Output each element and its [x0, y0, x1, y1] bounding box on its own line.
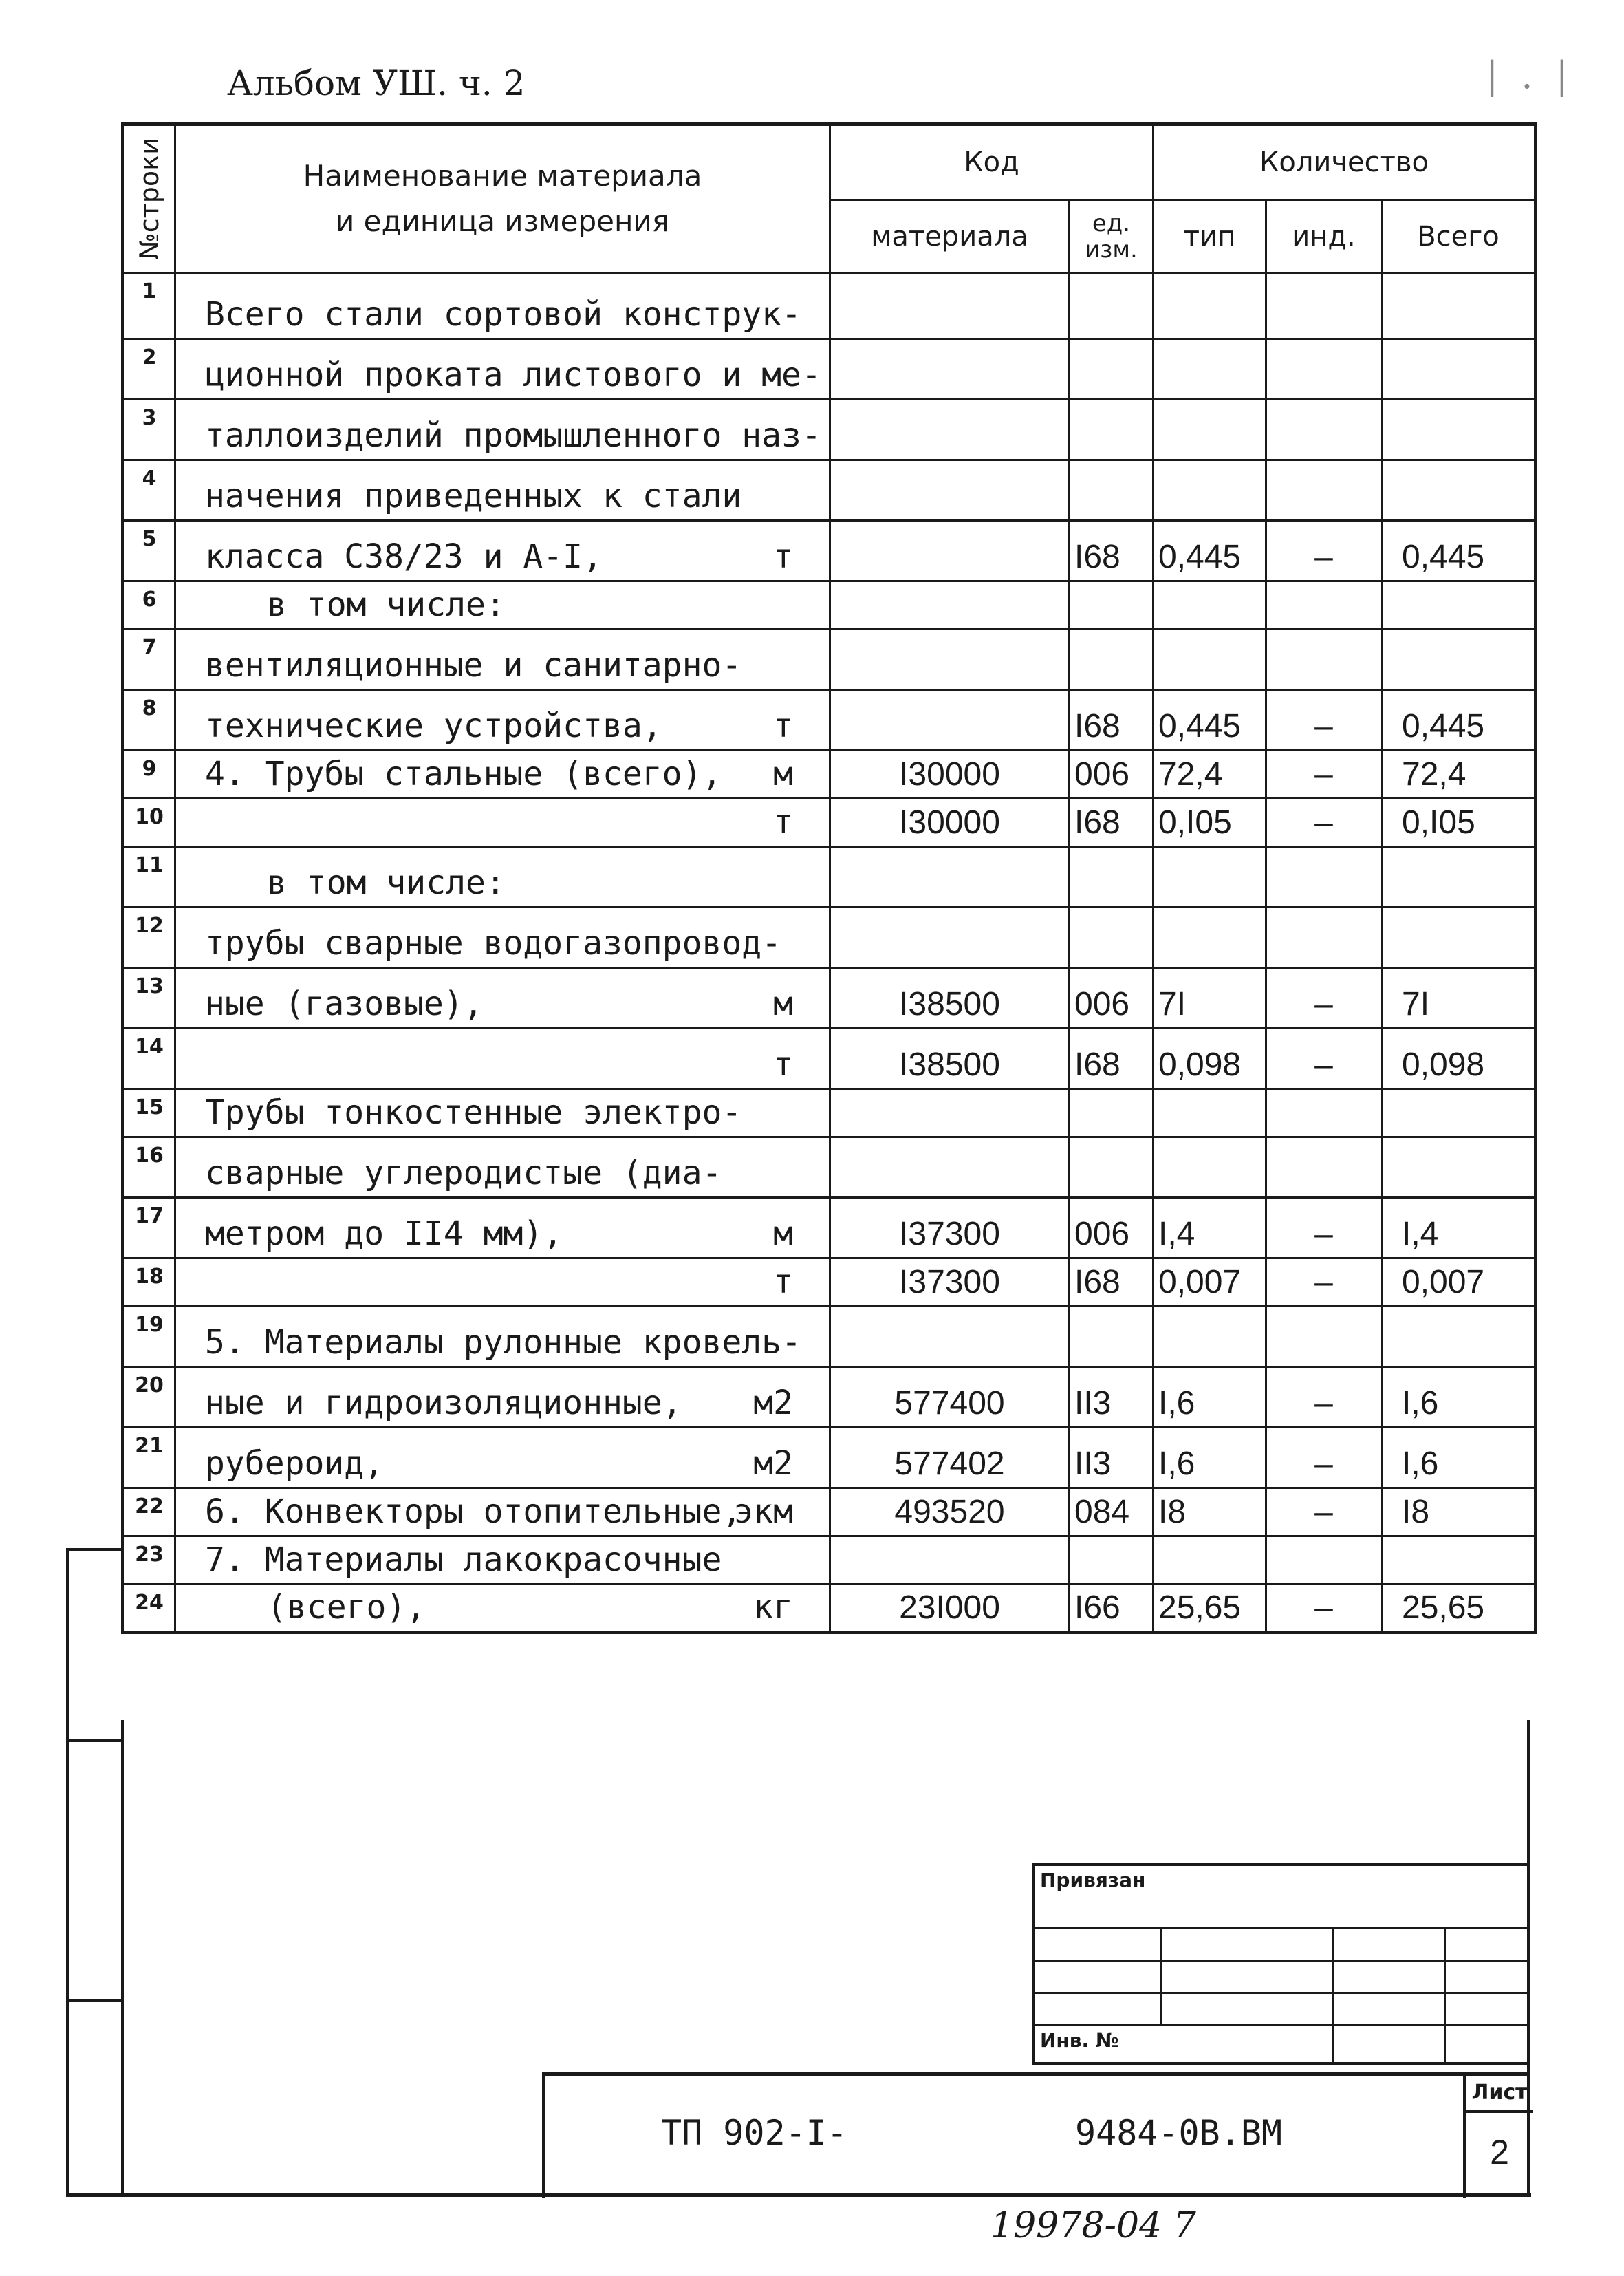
material-name	[175, 1536, 830, 1585]
stamp-cell	[1161, 1960, 1333, 1993]
quantity-type: 0,098	[1154, 1029, 1266, 1089]
table-row	[123, 1428, 1536, 1488]
unit-code: 006	[1070, 968, 1154, 1029]
stamp-cell	[1444, 1993, 1528, 2025]
material-name-text: ные (газовые),	[205, 985, 484, 1023]
side-strip-top	[66, 1548, 122, 1551]
table-row	[123, 1585, 1536, 1633]
row-number: 15	[123, 1089, 175, 1137]
table-row	[123, 847, 1536, 908]
material-name	[175, 799, 830, 847]
unit-code	[1070, 400, 1154, 460]
quantity-ind	[1266, 581, 1382, 630]
quantity-ind: –	[1266, 1585, 1382, 1633]
stamp-cell	[1161, 1928, 1333, 1960]
material-name	[175, 751, 830, 799]
unit-code	[1070, 630, 1154, 690]
material-unit: кг	[753, 1588, 793, 1627]
table-row	[123, 581, 1536, 630]
material-name	[175, 460, 830, 521]
table-row	[123, 1367, 1536, 1428]
table-row	[123, 630, 1536, 690]
stamp-cell	[1333, 1993, 1444, 2025]
title-block	[542, 2072, 1530, 2198]
material-code: 577400	[830, 1367, 1070, 1428]
header-code: Код	[830, 125, 1154, 200]
unit-code	[1070, 908, 1154, 968]
quantity-type: 0,445	[1154, 690, 1266, 751]
material-code	[830, 1137, 1070, 1198]
quantity-type: I,6	[1154, 1367, 1266, 1428]
header-qty-type: тип	[1154, 200, 1266, 273]
sheet-number: 2	[1490, 2133, 1509, 2171]
quantity-type	[1154, 1536, 1266, 1585]
quantity-total: 0,445	[1382, 690, 1536, 751]
sheet-label: Лист	[1466, 2076, 1533, 2113]
material-name	[175, 273, 830, 339]
row-number: 21	[123, 1428, 175, 1488]
material-code: I30000	[830, 799, 1070, 847]
quantity-ind	[1266, 847, 1382, 908]
quantity-total: I,4	[1382, 1198, 1536, 1258]
header-qty-total: Всего	[1382, 200, 1536, 273]
row-number: 11	[123, 847, 175, 908]
stamp-cell	[1033, 1993, 1161, 2025]
material-code: I37300	[830, 1258, 1070, 1307]
quantity-ind	[1266, 1307, 1382, 1367]
unit-code: 006	[1070, 751, 1154, 799]
unit-code	[1070, 1307, 1154, 1367]
header-quantity: Количество	[1154, 125, 1536, 200]
material-unit: экм	[733, 1492, 793, 1531]
stamp-cell	[1444, 1928, 1528, 1960]
row-number: 22	[123, 1488, 175, 1536]
row-number: 23	[123, 1536, 175, 1585]
row-number: 10	[123, 799, 175, 847]
quantity-ind	[1266, 339, 1382, 400]
material-name	[175, 1089, 830, 1137]
table-row	[123, 1536, 1536, 1585]
material-name-text: Трубы тонкостенные электро-	[205, 1093, 742, 1132]
quantity-ind	[1266, 1089, 1382, 1137]
material-code	[830, 690, 1070, 751]
quantity-type	[1154, 1137, 1266, 1198]
row-number: 5	[123, 521, 175, 581]
unit-code: I68	[1070, 521, 1154, 581]
material-code: I37300	[830, 1198, 1070, 1258]
material-code	[830, 581, 1070, 630]
unit-code: 084	[1070, 1488, 1154, 1536]
quantity-total	[1382, 847, 1536, 908]
quantity-total: 72,4	[1382, 751, 1536, 799]
unit-code	[1070, 581, 1154, 630]
inv-label: Инв. №	[1033, 2025, 1333, 2063]
material-code	[830, 400, 1070, 460]
table-row	[123, 1307, 1536, 1367]
unit-code: I66	[1070, 1585, 1154, 1633]
corner-mark: | . |	[1486, 54, 1574, 97]
quantity-type	[1154, 339, 1266, 400]
row-number: 7	[123, 630, 175, 690]
material-unit: м	[773, 1214, 793, 1253]
quantity-type: I8	[1154, 1488, 1266, 1536]
stamp-block	[1032, 1863, 1530, 2065]
table-row	[123, 1089, 1536, 1137]
material-name-text: начения приведенных к стали	[205, 477, 742, 515]
stamp-cell	[1444, 1960, 1528, 1993]
row-number: 14	[123, 1029, 175, 1089]
quantity-total	[1382, 581, 1536, 630]
material-name	[175, 1307, 830, 1367]
row-number: 19	[123, 1307, 175, 1367]
header-material-name: Наименование материала и единица измерения	[175, 125, 830, 273]
material-name	[175, 1137, 830, 1198]
table-row	[123, 1488, 1536, 1536]
quantity-total	[1382, 1307, 1536, 1367]
material-name-text: в том числе:	[267, 586, 506, 624]
table-row	[123, 339, 1536, 400]
quantity-total	[1382, 400, 1536, 460]
material-name	[175, 690, 830, 751]
material-code	[830, 1536, 1070, 1585]
material-name-text: сварные углеродистые (диа-	[205, 1154, 722, 1192]
quantity-ind: –	[1266, 1367, 1382, 1428]
material-code	[830, 847, 1070, 908]
quantity-type	[1154, 1307, 1266, 1367]
row-number: 2	[123, 339, 175, 400]
material-name-text: 5. Материалы рулонные кровель-	[205, 1323, 801, 1362]
row-number: 4	[123, 460, 175, 521]
table-row	[123, 968, 1536, 1029]
unit-code: II3	[1070, 1428, 1154, 1488]
table-row	[123, 400, 1536, 460]
quantity-type: 7I	[1154, 968, 1266, 1029]
material-unit: т	[773, 1045, 793, 1084]
quantity-type	[1154, 460, 1266, 521]
table-row	[123, 1258, 1536, 1307]
material-code	[830, 273, 1070, 339]
material-code	[830, 908, 1070, 968]
row-number: 18	[123, 1258, 175, 1307]
stamp-cell	[1161, 1993, 1333, 2025]
quantity-ind	[1266, 273, 1382, 339]
unit-code: I68	[1070, 1029, 1154, 1089]
row-number: 16	[123, 1137, 175, 1198]
unit-code	[1070, 273, 1154, 339]
quantity-type	[1154, 400, 1266, 460]
header-code-unit: ед. изм.	[1070, 200, 1154, 273]
side-strip-mid-1	[66, 1739, 122, 1742]
quantity-total: I,6	[1382, 1367, 1536, 1428]
footer-number: 19978-04 7	[990, 2205, 1196, 2246]
material-unit: т	[773, 537, 793, 576]
material-name	[175, 1367, 830, 1428]
material-name	[175, 968, 830, 1029]
quantity-type	[1154, 581, 1266, 630]
row-number: 3	[123, 400, 175, 460]
material-name-text: таллоизделий промышленного наз-	[205, 416, 821, 455]
material-code: I38500	[830, 968, 1070, 1029]
material-name	[175, 1585, 830, 1633]
material-name-text: трубы сварные водогазопровод-	[205, 924, 782, 963]
material-name	[175, 908, 830, 968]
unit-code	[1070, 1536, 1154, 1585]
quantity-type	[1154, 908, 1266, 968]
material-code: I38500	[830, 1029, 1070, 1089]
quantity-type: I,6	[1154, 1428, 1266, 1488]
material-name-text: рубероид,	[205, 1444, 385, 1483]
material-name	[175, 339, 830, 400]
row-number: 6	[123, 581, 175, 630]
linked-label: Привязан	[1033, 1865, 1528, 1928]
doc-code: 9484-0В.ВМ	[1075, 2113, 1283, 2153]
material-unit: м2	[753, 1444, 793, 1483]
material-name	[175, 630, 830, 690]
quantity-ind: –	[1266, 1488, 1382, 1536]
quantity-type: 25,65	[1154, 1585, 1266, 1633]
quantity-ind: –	[1266, 799, 1382, 847]
stamp-cell	[1333, 1928, 1444, 1960]
table-row	[123, 751, 1536, 799]
materials-table	[121, 122, 1537, 1634]
material-name	[175, 1029, 830, 1089]
material-name-text: технические устройства,	[205, 707, 662, 745]
side-strip-left	[66, 1548, 69, 2195]
material-unit: т	[773, 803, 793, 841]
table-row	[123, 521, 1536, 581]
quantity-type	[1154, 847, 1266, 908]
quantity-total: 0,I05	[1382, 799, 1536, 847]
unit-code: 006	[1070, 1198, 1154, 1258]
frame-left-line	[121, 1720, 124, 2195]
material-unit: м2	[753, 1384, 793, 1422]
quantity-type: 0,007	[1154, 1258, 1266, 1307]
material-code: 23I000	[830, 1585, 1070, 1633]
stamp-cell	[1033, 1960, 1161, 1993]
material-name-text: 6. Конвекторы отопительные,	[205, 1492, 742, 1531]
header-row-number: №строки	[123, 125, 175, 273]
material-name	[175, 1428, 830, 1488]
quantity-total	[1382, 1536, 1536, 1585]
row-number: 17	[123, 1198, 175, 1258]
table-row	[123, 1029, 1536, 1089]
unit-code: I68	[1070, 1258, 1154, 1307]
quantity-type	[1154, 273, 1266, 339]
quantity-ind	[1266, 630, 1382, 690]
quantity-type: 0,I05	[1154, 799, 1266, 847]
material-name	[175, 400, 830, 460]
unit-code	[1070, 847, 1154, 908]
quantity-total: 0,445	[1382, 521, 1536, 581]
material-name	[175, 1258, 830, 1307]
material-name-text: Всего стали сортовой конструк-	[205, 295, 801, 334]
material-code: I30000	[830, 751, 1070, 799]
sheet-box	[1463, 2076, 1533, 2198]
unit-code	[1070, 339, 1154, 400]
quantity-ind: –	[1266, 690, 1382, 751]
stamp-cell	[1333, 1960, 1444, 1993]
material-code	[830, 521, 1070, 581]
row-number: 13	[123, 968, 175, 1029]
quantity-type: I,4	[1154, 1198, 1266, 1258]
quantity-total: 0,098	[1382, 1029, 1536, 1089]
quantity-type: 0,445	[1154, 521, 1266, 581]
quantity-total	[1382, 1089, 1536, 1137]
side-strip-mid-2	[66, 1999, 122, 2002]
table-row	[123, 1137, 1536, 1198]
row-number: 24	[123, 1585, 175, 1633]
material-name-text: (всего),	[267, 1588, 426, 1627]
quantity-ind: –	[1266, 751, 1382, 799]
stamp-cell	[1033, 1928, 1161, 1960]
quantity-ind: –	[1266, 1198, 1382, 1258]
material-name	[175, 1488, 830, 1536]
quantity-ind: –	[1266, 1258, 1382, 1307]
quantity-ind	[1266, 908, 1382, 968]
quantity-total	[1382, 908, 1536, 968]
table-row	[123, 1198, 1536, 1258]
quantity-total	[1382, 339, 1536, 400]
material-unit: т	[773, 707, 793, 745]
material-code	[830, 339, 1070, 400]
table-row	[123, 273, 1536, 339]
material-code	[830, 1089, 1070, 1137]
table-row	[123, 908, 1536, 968]
material-code: 577402	[830, 1428, 1070, 1488]
material-name	[175, 581, 830, 630]
unit-code: I68	[1070, 690, 1154, 751]
material-name-text: метром до II4 мм),	[205, 1214, 563, 1253]
material-unit: м	[773, 755, 793, 793]
material-code: 493520	[830, 1488, 1070, 1536]
quantity-total: I8	[1382, 1488, 1536, 1536]
material-code	[830, 630, 1070, 690]
material-unit: т	[773, 1263, 793, 1301]
stamp-cell	[1444, 2025, 1528, 2063]
quantity-total: 0,007	[1382, 1258, 1536, 1307]
material-name-text: ционной проката листового и ме-	[205, 356, 821, 394]
quantity-total	[1382, 1137, 1536, 1198]
row-number: 20	[123, 1367, 175, 1428]
material-name	[175, 521, 830, 581]
header-qty-ind: инд.	[1266, 200, 1382, 273]
material-name-text: класса С38/23 и А-I,	[205, 537, 603, 576]
material-name-text: вентиляционные и санитарно-	[205, 646, 742, 685]
material-name	[175, 1198, 830, 1258]
quantity-ind	[1266, 460, 1382, 521]
quantity-ind	[1266, 1536, 1382, 1585]
material-code	[830, 460, 1070, 521]
quantity-ind: –	[1266, 1428, 1382, 1488]
material-name-text: 7. Материалы лакокрасочные	[205, 1540, 722, 1579]
unit-code	[1070, 460, 1154, 521]
table-row	[123, 690, 1536, 751]
header-code-material: материала	[830, 200, 1070, 273]
quantity-ind: –	[1266, 521, 1382, 581]
material-name-text: 4. Трубы стальные (всего),	[205, 755, 722, 793]
material-name-text: ные и гидроизоляционные,	[205, 1384, 682, 1422]
quantity-total: I,6	[1382, 1428, 1536, 1488]
row-number: 9	[123, 751, 175, 799]
quantity-total	[1382, 630, 1536, 690]
unit-code: I68	[1070, 799, 1154, 847]
unit-code	[1070, 1089, 1154, 1137]
unit-code: II3	[1070, 1367, 1154, 1428]
quantity-total: 25,65	[1382, 1585, 1536, 1633]
doc-number: ТП 902-I-	[661, 2113, 847, 2153]
quantity-ind	[1266, 1137, 1382, 1198]
quantity-type	[1154, 1089, 1266, 1137]
table-row	[123, 460, 1536, 521]
quantity-ind: –	[1266, 968, 1382, 1029]
row-number: 12	[123, 908, 175, 968]
album-label: Альбом УШ. ч. 2	[227, 63, 526, 103]
quantity-type: 72,4	[1154, 751, 1266, 799]
material-name	[175, 847, 830, 908]
quantity-ind	[1266, 400, 1382, 460]
material-unit: м	[773, 985, 793, 1023]
material-name-text: в том числе:	[267, 863, 506, 902]
quantity-type	[1154, 630, 1266, 690]
row-number: 8	[123, 690, 175, 751]
stamp-cell	[1333, 2025, 1444, 2063]
quantity-total	[1382, 460, 1536, 521]
quantity-total: 7I	[1382, 968, 1536, 1029]
row-number: 1	[123, 273, 175, 339]
quantity-total	[1382, 273, 1536, 339]
material-code	[830, 1307, 1070, 1367]
table-row	[123, 799, 1536, 847]
unit-code	[1070, 1137, 1154, 1198]
quantity-ind: –	[1266, 1029, 1382, 1089]
